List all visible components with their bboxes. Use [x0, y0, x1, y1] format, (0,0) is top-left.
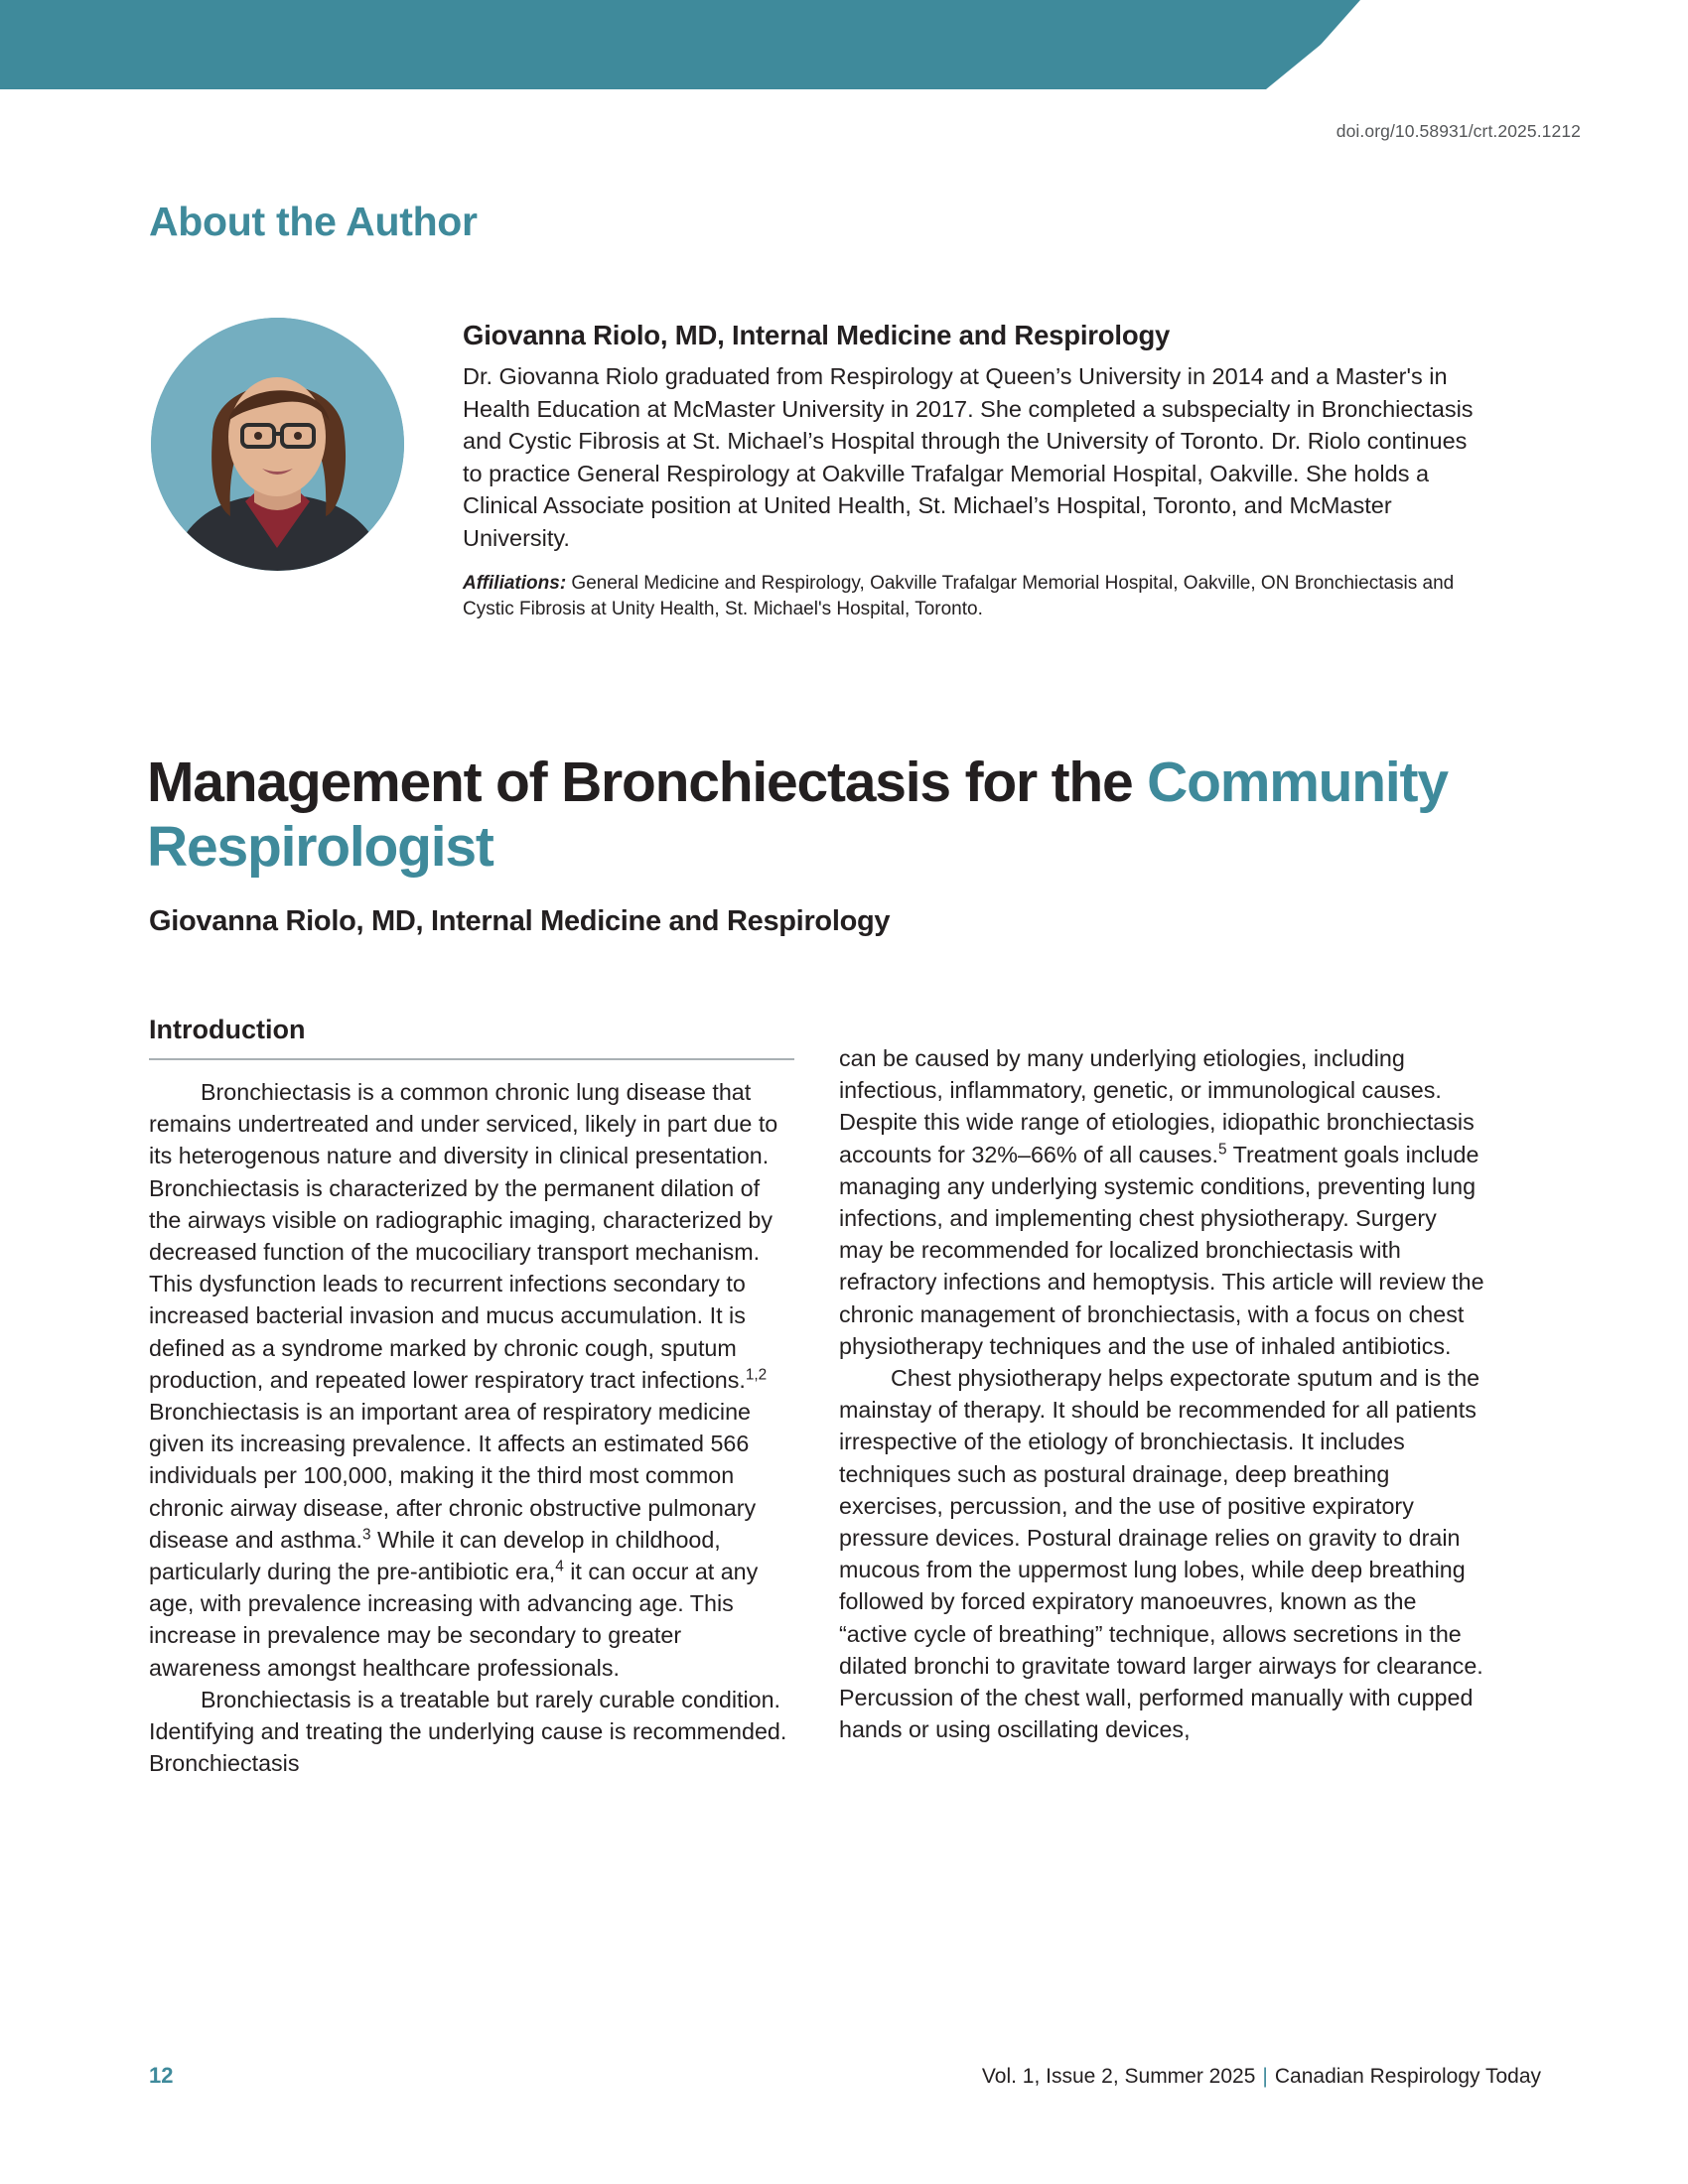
affiliations-text: General Medicine and Respirology, Oakville Trafalgar Memorial Hospital, Oakville, ON Bronchiectasis and Cystic Fibrosis at Unity Health, St. Michael's Hospital, Toronto.: [463, 573, 1455, 619]
section-divider: [149, 1058, 794, 1060]
author-info-block: [463, 320, 1490, 622]
paragraph-text-cont: Treatment goals include managing any underlying systemic conditions, preventing lung infections, and implementing chest physiotherapy. Surgery may be recommended for localized bronchiectasis with refractory infections and hemoptysis. This article will review the chronic management of bronchiectasis, with a focus on chest physiotherapy techniques and the use of inhaled antibiotics.: [839, 1141, 1484, 1359]
doi-text: doi.org/10.58931/crt.2025.1212: [1336, 121, 1581, 141]
body-column-right: [839, 1042, 1484, 1745]
author-portrait-illustration: [151, 318, 404, 571]
paragraph: Chest physiotherapy helps expectorate sputum and is the mainstay of therapy. It should be recommended for all patients irrespective of the etiology of bronchiectasis. It includes techniques such as postural drainage, deep breathing exercises, percussion, and the use of positive expiratory pressure devices. Postural drainage relies on gravity to drain mucous from the uppermost lung lobes, while deep breathing followed by forced expiratory manoeuvres, known as the “active cycle of breathing” technique, allows secretions in the dilated bronchi to gravitate toward larger airways for clearance. Percussion of the chest wall, performed manually with cupped hands or using oscillating devices,: [839, 1365, 1483, 1743]
affiliations-label: Affiliations:: [463, 573, 567, 594]
reference-marker: 1,2: [745, 1366, 768, 1384]
author-bio: Dr. Giovanna Riolo graduated from Respirology at Queen’s University in 2014 and a Master's in Health Education at McMaster University in 2017. She completed a subspecialty in Bronchiectasis and Cystic Fibrosis at St. Michael’s Hospital through the University of Toronto. Dr. Riolo continues to practice General Respirology at Oakville Trafalgar Memorial Hospital, Oakville. She holds a Clinical Associate position at United Health, St. Michael’s Hospital, Toronto, and McMaster University.: [463, 363, 1474, 551]
paragraph: [149, 1076, 794, 1684]
article-title-accent: Community Respirologist: [147, 751, 1448, 880]
footer-separator: |: [1262, 2065, 1268, 2088]
paragraph: Bronchiectasis is a treatable but rarely curable condition. Identifying and treating the underlying cause is recommended. Bronchiectasis: [149, 1686, 787, 1777]
section-heading-introduction: Introduction: [149, 1015, 306, 1044]
about-the-author-heading: About the Author: [149, 199, 478, 244]
article-byline: Giovanna Riolo, MD, Internal Medicine and Respirology: [149, 905, 891, 937]
paragraph-text: Bronchiectasis is a common chronic lung disease that remains undertreated and under serviced, likely in part due to its heterogenous nature and diversity in clinical presentation. Bronchiectasis is characterized by the permanent dilation of the airways visible on radiographic imaging, characterized by decreased function of the mucociliary transport mechanism. This dysfunction leads to recurrent infections secondary to increased bacterial invasion and mucus accumulation. It is defined as a syndrome marked by chronic cough, sputum production, and repeated lower respiratory tract infections.: [149, 1079, 778, 1393]
author-affiliations: [463, 571, 1490, 622]
body-column-left: [149, 1076, 794, 1779]
paragraph-text-cont: Bronchiectasis is an important area of respiratory medicine given its increasing prevalence. It affects an estimated 566 individuals per 100,000, making it the third most common chronic airway disease, after chronic obstructive pulmonary disease and asthma.: [149, 1399, 757, 1553]
article-title: [147, 751, 1537, 880]
paragraph-text-tail2: it can occur at any age, with prevalence increasing with advancing age. This increase in prevalence may be secondary to greater awareness amongst healthcare professionals.: [149, 1559, 759, 1681]
footer-issue-info: [982, 2065, 1541, 2089]
author-photo: [151, 318, 404, 571]
author-name: Giovanna Riolo, MD, Internal Medicine and Respirology: [463, 320, 1171, 350]
paragraph: [839, 1042, 1484, 1362]
top-banner: [0, 0, 1688, 89]
paragraph-text: can be caused by many underlying etiologies, including infectious, inflammatory, genetic, or immunological causes. Despite this wide range of etiologies, idiopathic bronchiectasis accounts for 32%–66% of all causes.: [839, 1045, 1475, 1167]
reference-marker: 4: [555, 1558, 564, 1575]
article-title-main: Management of Bronchiectasis for the: [147, 751, 1148, 815]
footer-issue: Vol. 1, Issue 2, Summer 2025: [981, 2065, 1256, 2088]
paragraph-text-tail: While it can develop in childhood, particularly during the pre-antibiotic era,: [149, 1526, 721, 1585]
reference-marker: 3: [361, 1526, 371, 1544]
reference-marker: 5: [1218, 1141, 1227, 1159]
footer-publication: Canadian Respirology Today: [1274, 2065, 1541, 2088]
footer-page-number: 12: [149, 2063, 174, 2088]
